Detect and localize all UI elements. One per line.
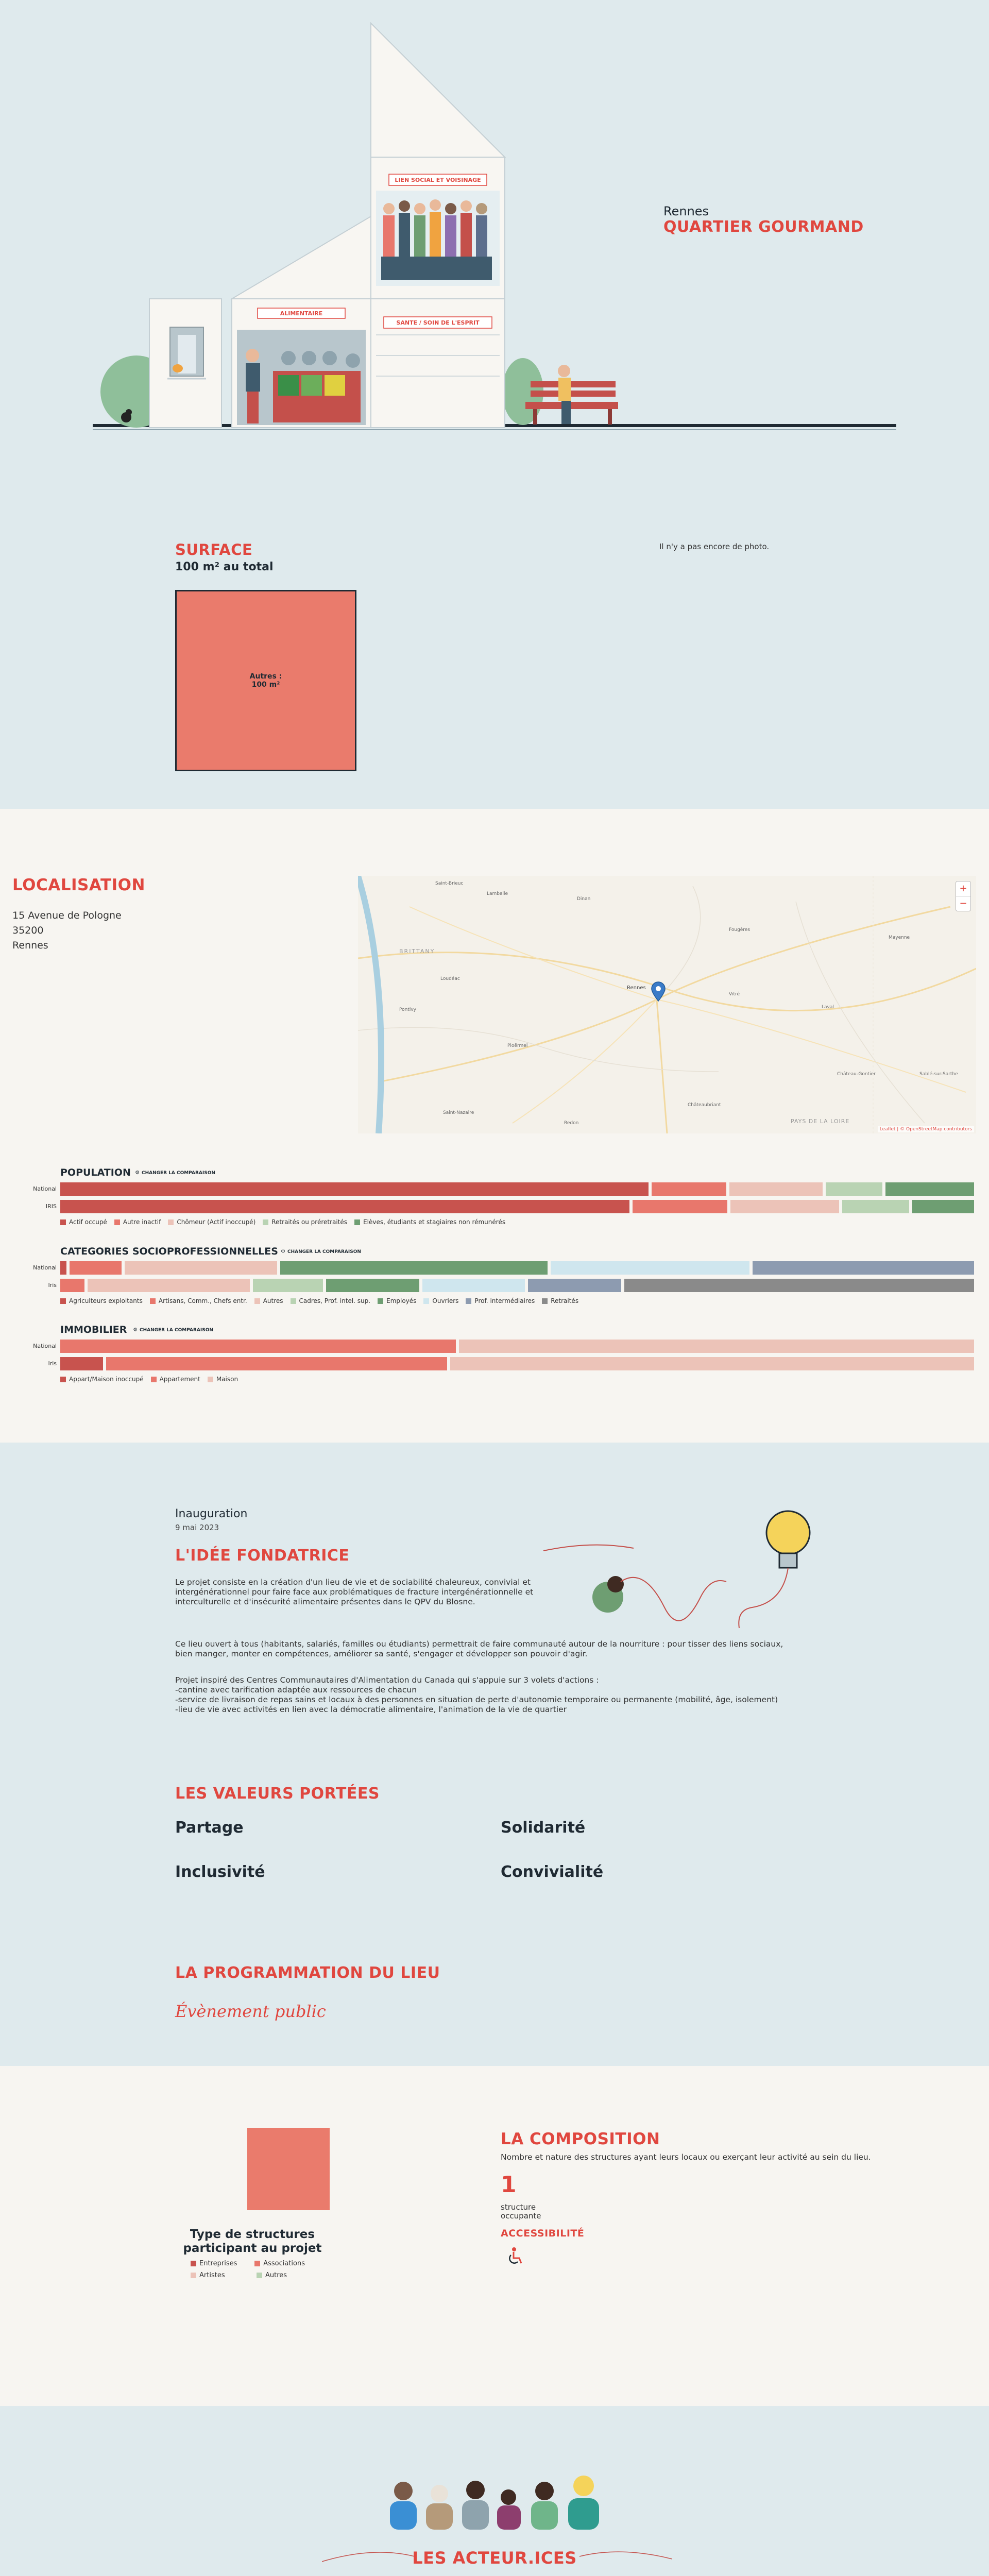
legend-item xyxy=(168,1218,255,1226)
lightbulb-icon xyxy=(766,1511,810,1554)
bar-segment[interactable] xyxy=(528,1279,621,1292)
legend-item xyxy=(354,1218,505,1226)
sign-sante: SANTE / SOIN DE L'ESPRIT xyxy=(396,319,480,326)
map-label: Rennes xyxy=(627,985,646,991)
legend-item xyxy=(208,1376,238,1383)
idea-paragraph-2 xyxy=(175,1639,814,1659)
bar-segment[interactable] xyxy=(826,1182,882,1196)
composition-subtitle: Nombre et nature des structures ayant leurs locaux ou exerçant leur activité au sein du lieu. xyxy=(501,2153,871,2162)
valeur-item: Inclusivité xyxy=(175,1863,265,1881)
bar-segment[interactable] xyxy=(106,1357,447,1370)
legend-item xyxy=(60,1218,107,1226)
legend-label: Cadres, Prof. intel. sup. xyxy=(299,1297,371,1304)
no-photo-message: Il n'y a pas encore de photo. xyxy=(659,542,770,551)
legend-label: Agriculteurs exploitants xyxy=(69,1297,143,1304)
csp-title: CATEGORIES SOCIOPROFESSIONNELLES xyxy=(60,1246,278,1257)
change-comparison-label: CHANGER LA COMPARAISON xyxy=(141,1170,215,1176)
map-roads xyxy=(358,876,976,1133)
map-region-label: BRITTANY xyxy=(399,948,435,955)
csp-legend xyxy=(60,1297,586,1304)
legend-label: Chômeur (Actif inoccupé) xyxy=(177,1218,256,1226)
bar-segment[interactable] xyxy=(842,1200,909,1213)
idea-line: -service de livraison de repas sains et locaux à des personnes en situation de perte d'autonomie temporaire ou permanente (mobilité, âge, isolement) xyxy=(175,1695,778,1704)
legend-label: Prof. intermédiaires xyxy=(474,1297,535,1304)
idea-paragraph-1: Le projet consiste en la création d'un lieu de vie et de sociabilité chaleureux, convivial et intergénérationnel pour faire face aux problématiques de fracture intergénérationnelle et interculturelle et d'insécurité alimentaire présentes dans le QPV du Blosne. xyxy=(175,1578,534,1606)
legend-label: Associations xyxy=(263,2260,305,2267)
change-comparison-button[interactable] xyxy=(281,1249,361,1255)
surface-title: SURFACE xyxy=(175,541,253,558)
idea-line: Projet inspiré des Centres Communautaires d'Alimentation du Canada qui s'appuie sur 3 volets d'actions : xyxy=(175,1675,599,1685)
legend-item xyxy=(254,1297,283,1304)
legend-label: Maison xyxy=(216,1376,238,1383)
gear-icon: ⚙ xyxy=(133,1327,138,1333)
inauguration-label: Inauguration xyxy=(175,1507,248,1520)
valeur-item: Solidarité xyxy=(501,1819,586,1837)
bar-segment[interactable] xyxy=(753,1261,974,1275)
legend-label: Appartement xyxy=(159,1376,200,1383)
change-comparison-button[interactable] xyxy=(133,1327,213,1333)
people-illustration xyxy=(379,2470,616,2532)
surface-total: 100 m² au total xyxy=(175,561,274,573)
bar-segment[interactable] xyxy=(60,1200,629,1213)
change-comparison-button[interactable] xyxy=(135,1170,215,1176)
bar-segment[interactable] xyxy=(253,1279,323,1292)
programmation-title: LA PROGRAMMATION DU LIEU xyxy=(175,1964,440,1982)
composition-title: LA COMPOSITION xyxy=(501,2130,660,2148)
bar-segment[interactable] xyxy=(60,1261,66,1275)
bar-segment[interactable] xyxy=(422,1279,525,1292)
idea-line: -lieu de vie avec activités en lien avec la démocratie alimentaire, l'animation de la vie de quartier xyxy=(175,1705,567,1714)
wheelchair-icon xyxy=(505,2246,525,2267)
composition-section xyxy=(0,2066,989,2406)
bar-segment[interactable] xyxy=(326,1279,419,1292)
map-label: Château-Gontier xyxy=(837,1072,876,1077)
structure-count-label: structure occupante xyxy=(501,2202,541,2221)
lightbulb-illustration xyxy=(531,1499,850,1638)
immobilier-title: IMMOBILIER xyxy=(60,1324,127,1335)
zoom-in-button[interactable]: + xyxy=(956,882,970,896)
change-comparison-label: CHANGER LA COMPARAISON xyxy=(287,1249,361,1255)
legend-item xyxy=(151,1376,200,1383)
address-postcode: 35200 xyxy=(12,925,44,936)
bar-segment[interactable] xyxy=(60,1340,456,1353)
bar-segment[interactable] xyxy=(60,1279,84,1292)
bar-segment[interactable] xyxy=(885,1182,974,1196)
bar-segment[interactable] xyxy=(624,1279,974,1292)
map-label: Vitré xyxy=(729,992,740,997)
bar-segment[interactable] xyxy=(912,1200,974,1213)
immobilier-legend xyxy=(60,1376,245,1383)
change-comparison-label: CHANGER LA COMPARAISON xyxy=(139,1327,213,1333)
map-region-label: PAYS DE LA LOIRE xyxy=(791,1118,850,1125)
map-label: Ploërmel xyxy=(507,1043,528,1048)
hero-place-name: QUARTIER GOURMAND xyxy=(663,218,864,236)
address-street: 15 Avenue de Pologne xyxy=(12,910,122,921)
composition-chart xyxy=(247,2128,340,2221)
bar-segment[interactable] xyxy=(125,1261,278,1275)
bar-segment[interactable] xyxy=(70,1261,122,1275)
legend-label: Elèves, étudiants et stagiaires non rémunérés xyxy=(363,1218,506,1226)
inauguration-date: 9 mai 2023 xyxy=(175,1523,219,1532)
row-label: Iris xyxy=(48,1282,57,1289)
map-label: Saint-Nazaire xyxy=(443,1110,474,1115)
row-label: National xyxy=(33,1343,57,1349)
row-label: National xyxy=(33,1185,57,1192)
legend-item xyxy=(114,1218,161,1226)
sign-alimentaire: ALIMENTAIRE xyxy=(280,310,323,317)
idea-line: -cantine avec tarification adaptée aux ressources de chacun xyxy=(175,1685,417,1694)
legend-label: Employés xyxy=(386,1297,417,1304)
bar-segment[interactable] xyxy=(60,1357,103,1370)
legend-item xyxy=(378,1297,416,1304)
gear-icon: ⚙ xyxy=(281,1249,285,1255)
composition-chart-title: Type de structures participant au projet xyxy=(183,2228,322,2255)
hero-section xyxy=(0,0,989,809)
legend-label: Autres xyxy=(263,1297,283,1304)
row-label: National xyxy=(33,1264,57,1271)
legend-label: Autres xyxy=(265,2272,287,2279)
bar-segment[interactable] xyxy=(633,1200,727,1213)
map-attribution[interactable]: Leaflet | © OpenStreetMap contributors xyxy=(878,1126,974,1132)
bar-segment[interactable] xyxy=(729,1182,823,1196)
bar-segment[interactable] xyxy=(551,1261,749,1275)
cat-window xyxy=(173,364,183,372)
map-label: Laval xyxy=(822,1005,834,1010)
actors-section xyxy=(0,2406,989,2576)
legend-label: Appart/Maison inoccupé xyxy=(69,1376,144,1383)
legend-item xyxy=(191,2272,247,2279)
actors-title: LES ACTEUR.ICES xyxy=(412,2548,577,2568)
roof-middle xyxy=(232,216,371,299)
accessibility-title: ACCESSIBILITÉ xyxy=(501,2228,585,2239)
structure-count: 1 xyxy=(501,2172,517,2198)
address xyxy=(12,908,122,953)
legend-label: Retraités xyxy=(551,1297,579,1304)
bar-segment[interactable] xyxy=(652,1182,726,1196)
idea-paragraph-3 xyxy=(175,1675,814,1715)
map-label: Loudéac xyxy=(440,976,460,981)
bar-segment[interactable] xyxy=(60,1182,649,1196)
sign-lien-social: LIEN SOCIAL ET VOISINAGE xyxy=(395,177,481,183)
population-title: POPULATION xyxy=(60,1167,131,1178)
legend-item xyxy=(60,1297,143,1304)
localisation-section xyxy=(0,809,989,1443)
map-label: Redon xyxy=(564,1121,579,1126)
legend-label: Ouvriers xyxy=(432,1297,459,1304)
map-label: Mayenne xyxy=(889,935,910,940)
surface-box-value: 100 m² xyxy=(251,681,280,689)
bar-segment[interactable] xyxy=(450,1357,975,1370)
idea-paragraph-2b: bien manger, monter en compétences, améliorer sa santé, s'engager et développer son pouvoir d'agir. xyxy=(175,1649,588,1658)
map[interactable] xyxy=(358,876,976,1133)
zoom-out-button[interactable]: − xyxy=(959,898,967,909)
legend-label: Retraités ou préretraités xyxy=(271,1218,348,1226)
legend-label: Autre inactif xyxy=(123,1218,161,1226)
map-label: Lamballe xyxy=(487,891,508,896)
shopper xyxy=(246,349,259,362)
row-label: Iris xyxy=(48,1360,57,1367)
composition-legend xyxy=(191,2260,314,2279)
address-city: Rennes xyxy=(12,940,48,951)
row-label: IRIS xyxy=(45,1203,57,1210)
bar-segment[interactable] xyxy=(280,1261,548,1275)
surface-box xyxy=(175,590,356,771)
legend-label: Artisans, Comm., Chefs entr. xyxy=(158,1297,247,1304)
map-marker-icon[interactable] xyxy=(651,981,666,1002)
idea-section xyxy=(0,1443,989,2066)
map-label: Fougères xyxy=(729,927,751,933)
legend-item xyxy=(257,2272,287,2279)
localisation-title: LOCALISATION xyxy=(12,876,145,894)
valeur-item: Partage xyxy=(175,1819,244,1837)
bar-segment[interactable] xyxy=(88,1279,249,1292)
surface-box-label: Autres : xyxy=(249,672,282,681)
legend-label: Entreprises xyxy=(199,2260,237,2267)
legend-item xyxy=(263,1218,347,1226)
programmation-item: Évènement public xyxy=(175,2002,326,2021)
map-label: Dinan xyxy=(577,896,591,902)
gear-icon: ⚙ xyxy=(135,1170,140,1176)
legend-item xyxy=(254,2260,305,2267)
bar-segment[interactable] xyxy=(730,1200,839,1213)
legend-item xyxy=(466,1297,535,1304)
population-legend xyxy=(60,1218,513,1226)
idea-title: L'IDÉE FONDATRICE xyxy=(175,1547,350,1565)
zoom-control xyxy=(956,881,971,911)
legend-item xyxy=(60,1376,144,1383)
legend-item xyxy=(542,1297,578,1304)
legend-item xyxy=(291,1297,371,1304)
map-label: Saint-Brieuc xyxy=(435,881,464,886)
map-label: Pontivy xyxy=(399,1007,416,1012)
legend-label: Actif occupé xyxy=(69,1218,107,1226)
legend-item xyxy=(191,2260,245,2267)
valeur-item: Convivialité xyxy=(501,1863,604,1881)
chart-slice-associations[interactable] xyxy=(247,2128,330,2210)
valeurs-title: LES VALEURS PORTÉES xyxy=(175,1785,380,1803)
map-label: Sablé-sur-Sarthe xyxy=(919,1072,958,1077)
bar-segment[interactable] xyxy=(459,1340,974,1353)
roof-tall xyxy=(371,23,505,157)
legend-item xyxy=(423,1297,458,1304)
legend-label: Artistes xyxy=(199,2272,225,2279)
hero-city: Rennes xyxy=(663,204,709,218)
legend-item xyxy=(150,1297,247,1304)
idea-paragraph-2a: Ce lieu ouvert à tous (habitants, salariés, familles ou étudiants) permettrait de faire communauté autour de la nourriture : pour tisser des liens sociaux, xyxy=(175,1639,783,1649)
map-label: Châteaubriant xyxy=(688,1103,721,1108)
